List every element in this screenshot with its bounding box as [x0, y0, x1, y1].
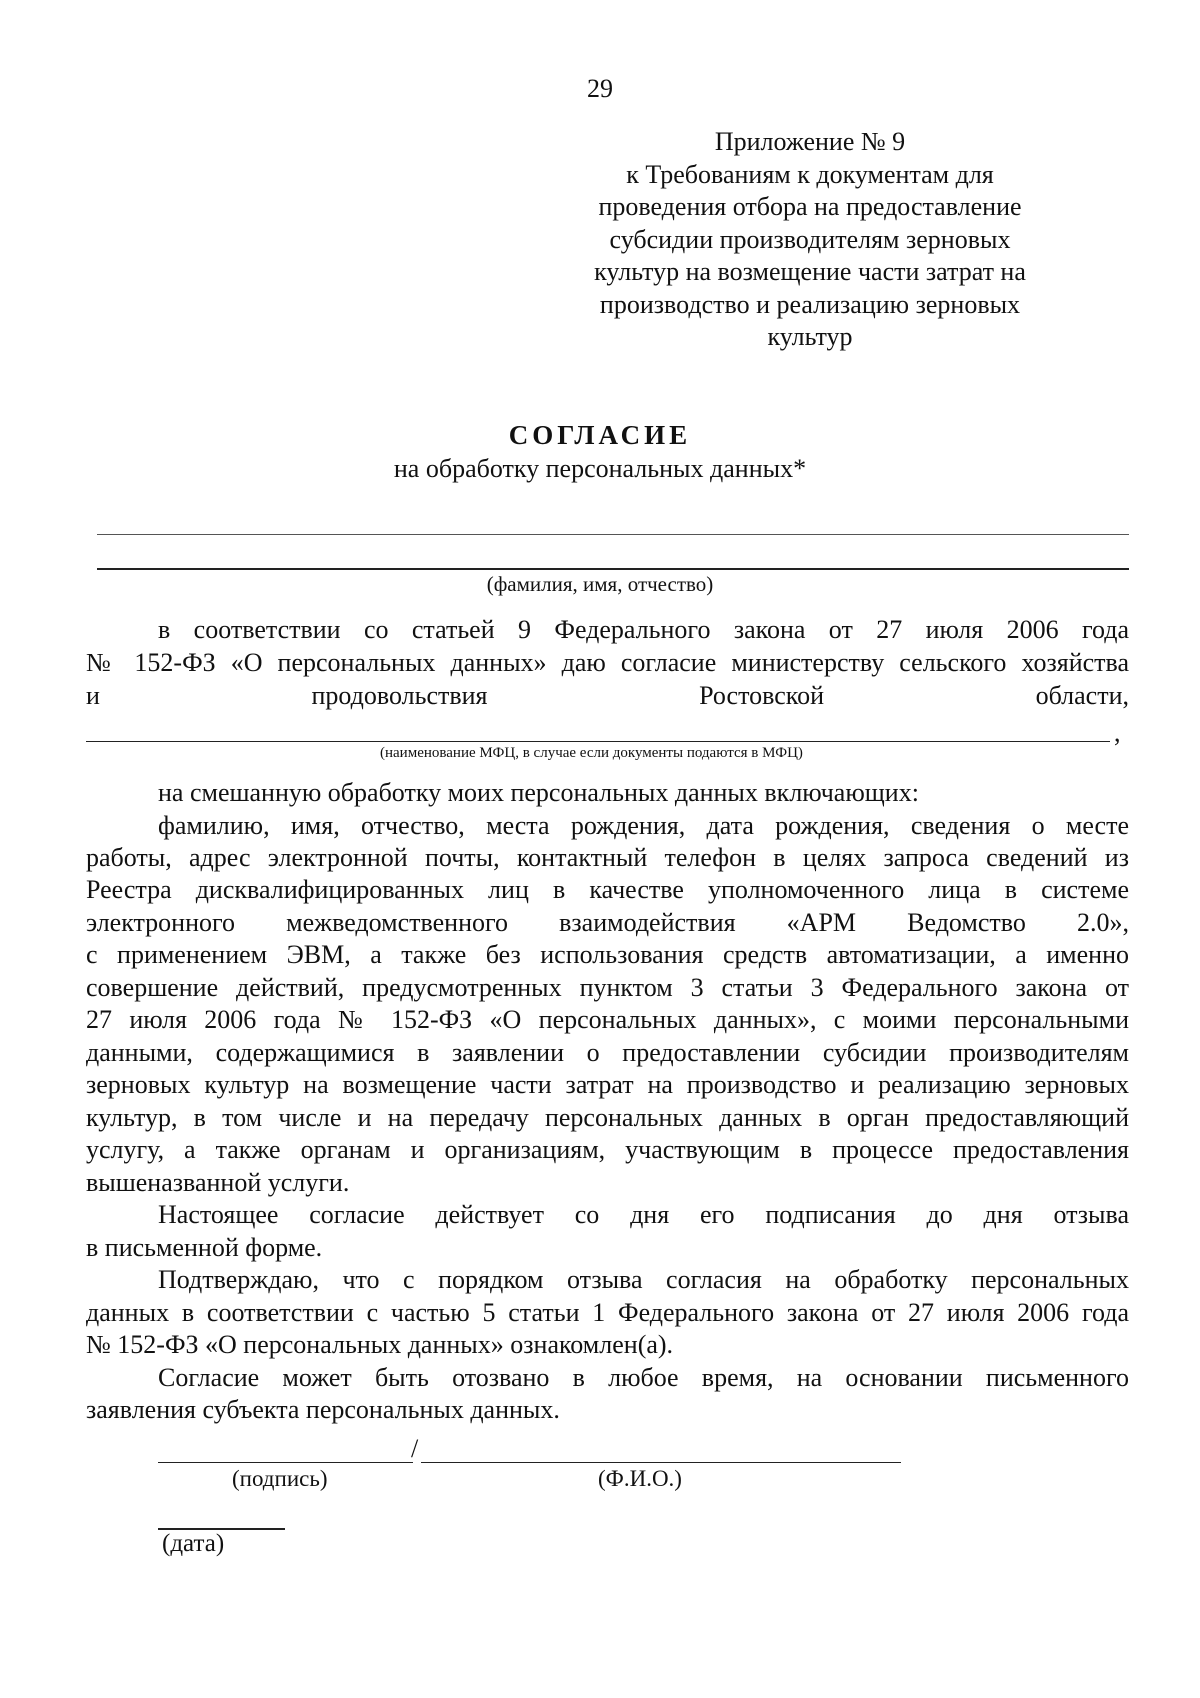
name-line: [421, 1462, 901, 1463]
text-line: № 152-ФЗ «О персональных данных» даю согласие министерству сельского хозяйства: [86, 648, 1129, 677]
fio-caption: (фамилия, имя, отчество): [486, 572, 714, 596]
text-line: заявления субъекта персональных данных.: [86, 1395, 560, 1424]
signature-line: [158, 1462, 413, 1463]
text-line: и продовольствия Ростовской области,: [86, 681, 1129, 710]
signature-caption: (подпись): [232, 1466, 328, 1491]
fio-blank-line-1: [97, 534, 1129, 535]
appendix-line: культур: [767, 322, 853, 351]
page-number: 29: [587, 74, 613, 103]
text-line: 27 июля 2006 года № 152-ФЗ «О персональных данных», с моими персональными: [86, 1005, 1129, 1034]
mfc-caption: (наименование МФЦ, в случае если документы подаются в МФЦ): [380, 745, 803, 761]
appendix-line: Приложение № 9: [714, 127, 906, 156]
text-line: данных в соответствии с частью 5 статьи 1 Федерального закона от 27 июля 2006 года: [86, 1298, 1129, 1327]
name-caption: (Ф.И.О.): [598, 1466, 682, 1491]
text-line: вышеназванной услуги.: [86, 1168, 350, 1197]
text-line: культур, в том числе и на передачу персональных данных в орган предоставляющий: [86, 1103, 1129, 1132]
text-line: в соответствии со статьей 9 Федерального закона от 27 июля 2006 года: [158, 615, 1129, 644]
appendix-line: проведения отбора на предоставление: [598, 192, 1022, 221]
text-line: услугу, а также органам и организациям, участвующим в процессе предоставления: [86, 1135, 1129, 1164]
appendix-line: субсидии производителям зерновых: [609, 224, 1011, 254]
text-line: Подтверждаю, что с порядком отзыва согласия на обработку персональных: [158, 1265, 1129, 1294]
text-line: работы, адрес электронной почты, контактный телефон в целях запроса сведений из: [86, 843, 1129, 872]
mfc-blank-line: [86, 741, 1110, 742]
appendix-line: производство и реализацию зерновых: [599, 289, 1021, 319]
text-line: электронного межведомственного взаимодействия «АРМ Ведомство 2.0»,: [86, 908, 1129, 937]
text-line: совершение действий, предусмотренных пунктом 3 статьи 3 Федерального закона от: [86, 973, 1129, 1002]
document-subtitle: на обработку персональных данных*: [393, 454, 807, 483]
text-line: фамилию, имя, отчество, места рождения, дата рождения, сведения о месте: [158, 811, 1129, 840]
text-line: Согласие может быть отозвано в любое время, на основании письменного: [158, 1363, 1129, 1392]
text-line: данными, содержащимися в заявлении о предоставлении субсидии производителям: [86, 1038, 1129, 1067]
text-line: № 152-ФЗ «О персональных данных» ознакомлен(а).: [86, 1330, 674, 1359]
appendix-heading: [530, 126, 1090, 354]
text-line: Реестра дисквалифицированных лиц в качестве уполномоченного лица в системе: [86, 875, 1129, 904]
text-line: в письменной форме.: [86, 1233, 323, 1262]
document-title: СОГЛАСИЕ: [508, 420, 692, 450]
signature-slash: /: [411, 1434, 419, 1463]
text-line: с применением ЭВМ, а также без использования средств автоматизации, а именно: [86, 940, 1129, 969]
appendix-line: культур на возмещение части затрат на: [594, 257, 1026, 286]
text-line: зерновых культур на возмещение части затрат на производство и реализацию зерновых: [86, 1070, 1129, 1099]
date-caption: (дата): [162, 1530, 225, 1557]
appendix-line: к Требованиям к документам для: [626, 159, 994, 189]
text-line: Настоящее согласие действует со дня его подписания до дня отзыва: [158, 1200, 1129, 1229]
mfc-comma: ,: [1114, 718, 1121, 747]
text-line: на смешанную обработку моих персональных данных включающих:: [158, 778, 919, 807]
fio-blank-line-2: [97, 568, 1129, 570]
